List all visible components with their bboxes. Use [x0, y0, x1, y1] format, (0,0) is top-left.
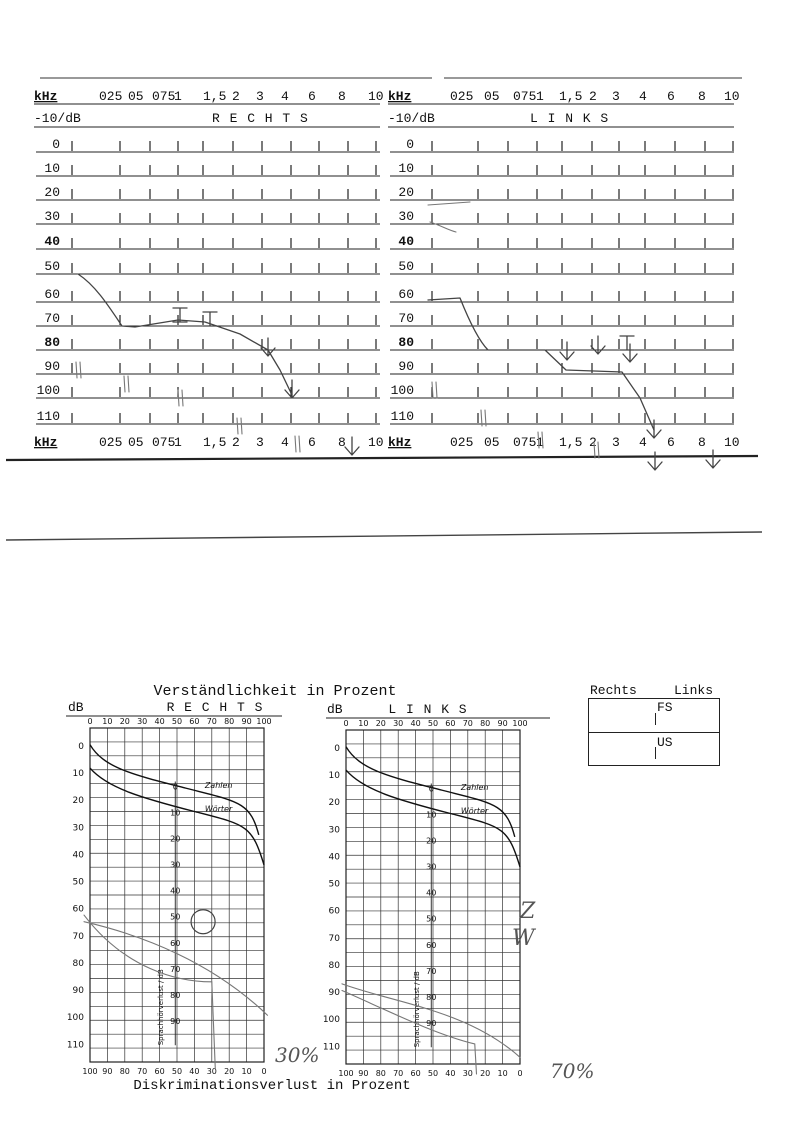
right-ear-mark-4	[295, 436, 300, 452]
left-db-20: 20	[398, 185, 414, 200]
left-speech-pencil-1	[342, 991, 477, 1075]
right-freq-top-7: 4	[281, 89, 289, 104]
right-ear-mark-0	[76, 362, 81, 378]
right-y-tick-110: 110	[66, 1040, 84, 1051]
left-freq-top-2: 075	[513, 89, 537, 104]
left-ear-arrow-5	[706, 450, 720, 468]
right-speech-note: 30%	[275, 1043, 320, 1067]
left-freq-top-0: 025	[450, 89, 474, 104]
left-inner-scale-70: 70	[426, 966, 437, 976]
left-y-tick-100: 100	[322, 1015, 340, 1026]
fs-box-rechts: Rechts	[590, 683, 637, 698]
left-speech-annot-z: Z	[520, 899, 536, 924]
left-top-tick-30: 30	[393, 719, 404, 728]
right-y-tick-30: 30	[72, 823, 84, 834]
right-freq-top-4: 1,5	[203, 89, 227, 104]
right-bottom-tick-90: 90	[102, 1067, 113, 1076]
fs-box-links: Links	[674, 683, 714, 698]
left-khz-label-top: kHz	[388, 89, 412, 104]
right-freq-bottom-6: 3	[256, 435, 264, 450]
left-bottom-tick-90: 90	[358, 1069, 369, 1078]
left-y-tick-20: 20	[328, 798, 340, 809]
right-top-tick-50: 50	[171, 717, 183, 726]
right-speech-db-label: dB	[68, 700, 84, 715]
left-freq-bottom-5: 2	[589, 435, 597, 450]
right-bottom-tick-40: 40	[189, 1067, 200, 1076]
left-db-40: 40	[398, 234, 414, 249]
right-ear-mark-3	[237, 418, 242, 434]
left-ear-scribble	[428, 202, 470, 232]
right-top-tick-30: 30	[137, 717, 148, 726]
left-y-tick-40: 40	[328, 852, 340, 863]
left-top-tick-60: 60	[445, 719, 456, 728]
left-ear-arrow-2	[623, 344, 637, 362]
right-ear-mark-1	[124, 376, 129, 392]
right-y-tick-90: 90	[72, 986, 84, 997]
right-inner-scale-40: 40	[170, 886, 181, 896]
right-top-tick-20: 20	[119, 717, 130, 726]
right-inner-scale-20: 20	[170, 834, 181, 844]
left-top-tick-10: 10	[358, 719, 369, 728]
left-db-label: -10/dB	[388, 111, 435, 126]
right-bottom-tick-20: 20	[224, 1067, 235, 1076]
left-ear-arrow-1	[591, 336, 605, 354]
left-freq-bottom-10: 10	[724, 435, 740, 450]
left-freq-top-8: 6	[667, 89, 675, 104]
right-freq-bottom-0: 025	[99, 435, 123, 450]
left-y-tick-80: 80	[328, 960, 340, 971]
right-freq-top-6: 3	[256, 89, 264, 104]
right-inner-scale-70: 70	[170, 964, 181, 974]
right-db-40: 40	[44, 234, 60, 249]
right-db-70: 70	[44, 311, 60, 326]
right-freq-top-0: 025	[99, 89, 123, 104]
right-freq-top-3: 1	[174, 89, 182, 104]
left-speech-title: L I N K S	[388, 702, 468, 717]
right-freq-top-5: 2	[232, 89, 240, 104]
left-inner-scale-30: 30	[426, 862, 437, 872]
right-db-10: 10	[44, 161, 60, 176]
left-db-110: 110	[390, 409, 414, 424]
left-freq-bottom-0: 025	[450, 435, 474, 450]
right-top-tick-10: 10	[102, 717, 113, 726]
fs-tick	[655, 713, 656, 725]
right-y-tick-60: 60	[72, 904, 84, 915]
left-db-10: 10	[398, 161, 414, 176]
right-freq-top-2: 075	[152, 89, 176, 104]
left-freq-top-6: 3	[612, 89, 620, 104]
left-y-tick-30: 30	[328, 825, 340, 836]
left-inner-scale-80: 80	[426, 992, 437, 1002]
us-tick	[655, 747, 656, 759]
left-freq-bottom-1: 05	[484, 435, 500, 450]
right-db-100: 100	[36, 383, 60, 398]
left-woerter-label: Wörter	[460, 806, 489, 816]
left-freq-top-9: 8	[698, 89, 706, 104]
left-bottom-tick-10: 10	[497, 1069, 508, 1078]
right-y-tick-0: 0	[78, 742, 84, 752]
right-speech-pencil-1	[84, 912, 215, 1069]
left-y-tick-10: 10	[328, 771, 340, 782]
left-ear-mark-0	[432, 382, 437, 398]
left-freq-top-10: 10	[724, 89, 740, 104]
left-vertical-axis-label: Sprachhörverlust / dB	[413, 971, 422, 1048]
right-freq-bottom-7: 4	[281, 435, 289, 450]
left-freq-bottom-4: 1,5	[559, 435, 583, 450]
right-freq-bottom-3: 1	[174, 435, 182, 450]
left-freq-bottom-9: 8	[698, 435, 706, 450]
right-y-tick-80: 80	[72, 958, 84, 969]
left-bottom-tick-100: 100	[338, 1069, 354, 1078]
left-db-70: 70	[398, 311, 414, 326]
fs-us-divider	[589, 732, 719, 733]
left-inner-scale-40: 40	[426, 888, 437, 898]
left-freq-bottom-2: 075	[513, 435, 537, 450]
right-bottom-tick-70: 70	[137, 1067, 148, 1076]
left-freq-bottom-3: 1	[536, 435, 544, 450]
right-inner-scale-50: 50	[170, 912, 181, 922]
speech-audiogram	[66, 683, 594, 1094]
right-speech-title: R E C H T S	[166, 700, 264, 715]
fs-us-box	[588, 698, 720, 766]
left-freq-bottom-7: 4	[639, 435, 647, 450]
right-zahlen-label: Zahlen	[204, 781, 233, 791]
left-zahlen-label: Zahlen	[460, 783, 489, 793]
left-top-tick-70: 70	[462, 719, 473, 728]
left-ear-bone-mark	[620, 336, 634, 350]
left-top-tick-40: 40	[410, 719, 421, 728]
left-ear-arrow-3	[647, 420, 661, 438]
left-bottom-tick-70: 70	[393, 1069, 404, 1078]
right-y-tick-20: 20	[72, 796, 84, 807]
left-top-tick-80: 80	[480, 719, 491, 728]
right-y-tick-40: 40	[72, 850, 84, 861]
right-freq-bottom-10: 10	[368, 435, 384, 450]
left-top-tick-100: 100	[512, 719, 528, 728]
left-y-tick-70: 70	[328, 933, 340, 944]
left-db-100: 100	[390, 383, 414, 398]
right-freq-bottom-8: 6	[308, 435, 316, 450]
right-freq-bottom-5: 2	[232, 435, 240, 450]
left-inner-scale-10: 10	[426, 810, 437, 820]
speech-xlabel: Diskriminationsverlust in Prozent	[133, 1078, 411, 1094]
left-db-60: 60	[398, 287, 414, 302]
left-y-tick-50: 50	[328, 879, 340, 890]
left-bottom-tick-20: 20	[480, 1069, 491, 1078]
left-inner-scale-0: 0	[428, 784, 434, 794]
right-bottom-tick-30: 30	[206, 1067, 217, 1076]
left-bottom-tick-30: 30	[462, 1069, 473, 1078]
right-inner-scale-60: 60	[170, 938, 181, 948]
left-inner-scale-90: 90	[426, 1018, 437, 1028]
left-freq-top-1: 05	[484, 89, 500, 104]
right-khz-label-top: kHz	[34, 89, 58, 104]
left-top-tick-50: 50	[427, 719, 439, 728]
right-bottom-tick-60: 60	[154, 1067, 165, 1076]
fs-label: FS	[657, 700, 673, 715]
right-khz-label-bottom: kHz	[34, 435, 58, 450]
right-freq-bottom-1: 05	[128, 435, 144, 450]
right-ear-arrow-2	[345, 437, 359, 455]
left-bottom-tick-60: 60	[410, 1069, 421, 1078]
right-woerter-label: Wörter	[204, 804, 233, 814]
page-divider-rule	[6, 532, 762, 540]
right-freq-top-9: 8	[338, 89, 346, 104]
right-freq-bottom-9: 8	[338, 435, 346, 450]
left-inner-scale-20: 20	[426, 836, 437, 846]
right-bottom-tick-100: 100	[82, 1067, 98, 1076]
left-y-tick-60: 60	[328, 906, 340, 917]
left-top-tick-0: 0	[343, 719, 349, 728]
left-freq-top-4: 1,5	[559, 89, 583, 104]
right-title: R E C H T S	[212, 111, 309, 126]
left-top-tick-20: 20	[375, 719, 386, 728]
right-ear-bone-mark-1	[203, 312, 217, 326]
left-title: L I N K S	[530, 111, 610, 126]
right-bottom-tick-10: 10	[241, 1067, 252, 1076]
left-y-tick-110: 110	[322, 1042, 340, 1053]
right-top-tick-100: 100	[256, 717, 272, 726]
right-ear-threshold-line	[78, 274, 292, 395]
right-inner-scale-90: 90	[170, 1016, 181, 1026]
right-bottom-tick-50: 50	[171, 1067, 183, 1076]
left-ear-threshold-line	[428, 298, 654, 430]
right-vertical-axis-label: Sprachhörverlust / dB	[157, 969, 166, 1046]
left-bottom-tick-0: 0	[517, 1069, 523, 1078]
right-db-50: 50	[44, 259, 60, 274]
left-y-tick-90: 90	[328, 988, 340, 999]
left-y-tick-0: 0	[334, 744, 340, 754]
right-top-tick-60: 60	[189, 717, 200, 726]
left-top-tick-90: 90	[497, 719, 508, 728]
right-top-tick-90: 90	[241, 717, 252, 726]
right-db-label: -10/dB	[34, 111, 81, 126]
us-label: US	[657, 735, 673, 750]
right-y-tick-50: 50	[72, 877, 84, 888]
right-inner-scale-10: 10	[170, 808, 181, 818]
left-ear-arrow-4	[648, 452, 662, 470]
right-y-tick-100: 100	[66, 1013, 84, 1024]
left-freq-top-7: 4	[639, 89, 647, 104]
left-freq-top-5: 2	[589, 89, 597, 104]
right-db-20: 20	[44, 185, 60, 200]
right-bottom-tick-0: 0	[261, 1067, 267, 1076]
right-db-0: 0	[52, 137, 60, 152]
bottom-rule-thick	[6, 456, 758, 460]
speech-title: Verständlichkeit in Prozent	[153, 683, 397, 700]
right-top-tick-0: 0	[87, 717, 93, 726]
right-freq-bottom-2: 075	[152, 435, 176, 450]
right-db-30: 30	[44, 209, 60, 224]
right-db-60: 60	[44, 287, 60, 302]
left-db-50: 50	[398, 259, 414, 274]
right-ear-arrow-1	[285, 380, 299, 398]
right-top-tick-40: 40	[154, 717, 165, 726]
left-bottom-tick-50: 50	[427, 1069, 439, 1078]
right-db-110: 110	[36, 409, 60, 424]
left-inner-scale-50: 50	[426, 914, 437, 924]
right-freq-top-8: 6	[308, 89, 316, 104]
left-speech-annot-w: W	[512, 926, 535, 951]
left-db-30: 30	[398, 209, 414, 224]
left-bottom-tick-80: 80	[375, 1069, 386, 1078]
right-top-tick-70: 70	[206, 717, 217, 726]
left-db-90: 90	[398, 359, 414, 374]
right-y-tick-70: 70	[72, 931, 84, 942]
right-top-tick-80: 80	[224, 717, 235, 726]
right-inner-scale-80: 80	[170, 990, 181, 1000]
left-db-0: 0	[406, 137, 414, 152]
left-db-80: 80	[398, 335, 414, 350]
left-khz-label-bottom: kHz	[388, 435, 412, 450]
left-speech-db-label: dB	[327, 702, 343, 717]
right-freq-top-1: 05	[128, 89, 144, 104]
left-inner-scale-60: 60	[426, 940, 437, 950]
tone-audiogram	[6, 78, 762, 540]
right-inner-scale-0: 0	[172, 782, 178, 792]
right-db-80: 80	[44, 335, 60, 350]
right-db-90: 90	[44, 359, 60, 374]
left-freq-bottom-8: 6	[667, 435, 675, 450]
left-bottom-tick-40: 40	[445, 1069, 456, 1078]
right-y-tick-10: 10	[72, 769, 84, 780]
left-speech-note: 70%	[550, 1059, 595, 1083]
left-freq-top-3: 1	[536, 89, 544, 104]
right-freq-bottom-4: 1,5	[203, 435, 227, 450]
right-bottom-tick-80: 80	[119, 1067, 130, 1076]
right-inner-scale-30: 30	[170, 860, 181, 870]
left-freq-bottom-6: 3	[612, 435, 620, 450]
right-freq-top-10: 10	[368, 89, 384, 104]
